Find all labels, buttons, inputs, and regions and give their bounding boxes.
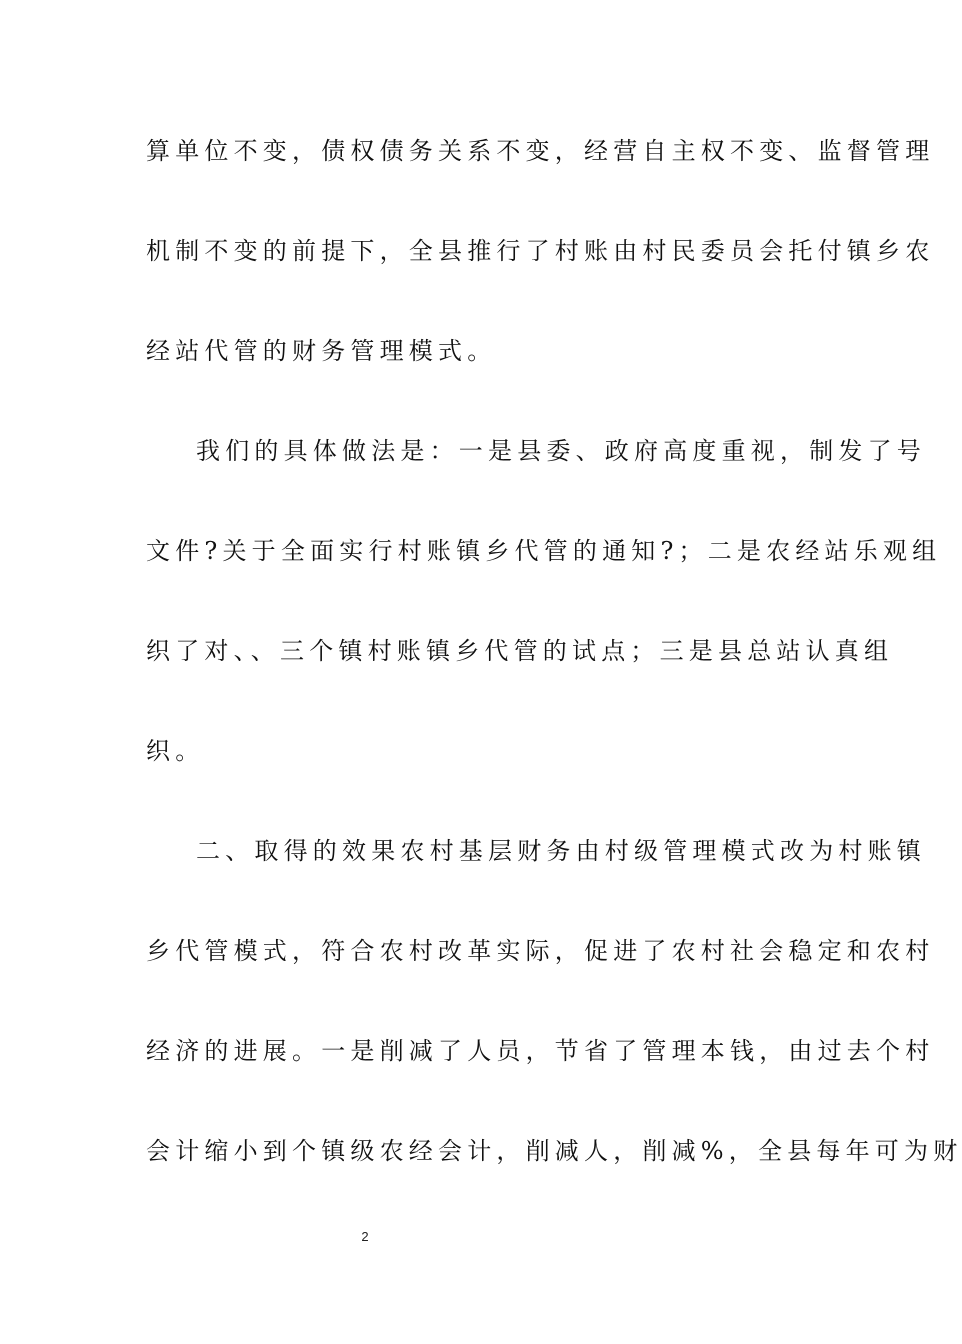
text-line-7: 织。 — [146, 737, 205, 765]
text-line-2: 机制不变的前提下，全县推行了村账由村民委员会托付镇乡农 — [146, 237, 935, 265]
text-line-11: 会计缩小到个镇级农经会计，削减人，削减%，全县每年可为财 — [146, 1137, 962, 1165]
text-line-4: 我们的具体做法是：一是县委、政府高度重视，制发了号 — [196, 437, 926, 465]
text-line-5: 文件?关于全面实行村账镇乡代管的通知?；二是农经站乐观组 — [146, 537, 942, 565]
text-line-10: 经济的进展。一是削减了人员，节省了管理本钱，由过去个村 — [146, 1037, 935, 1065]
page-number: 2 — [361, 1229, 369, 1244]
text-line-3: 经站代管的财务管理模式。 — [146, 337, 497, 365]
text-line-1: 算单位不变，债权债务关系不变，经营自主权不变、监督管理 — [146, 137, 935, 165]
text-line-8: 二、取得的效果农村基层财务由村级管理模式改为村账镇 — [196, 837, 926, 865]
text-line-9: 乡代管模式，符合农村改革实际，促进了农村社会稳定和农村 — [146, 937, 935, 965]
text-line-6: 织了对、、三个镇村账镇乡代管的试点；三是县总站认真组 — [146, 637, 894, 665]
